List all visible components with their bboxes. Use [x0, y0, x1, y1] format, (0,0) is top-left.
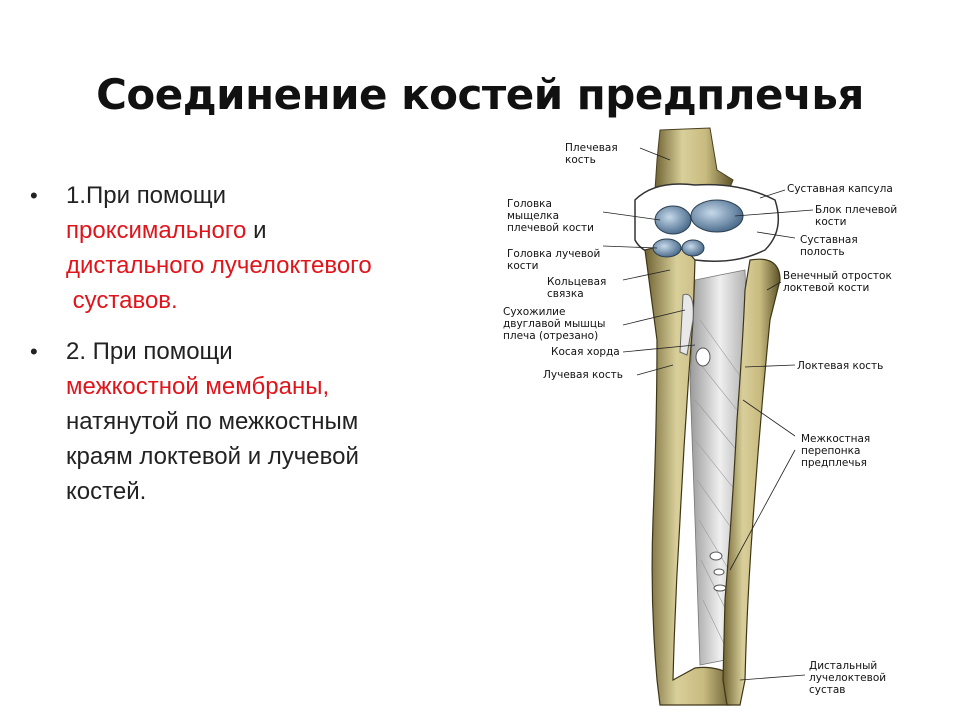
label-text: Венечный отросток [783, 270, 892, 282]
bullet-2-line-5: костей. [66, 478, 147, 505]
label-text: кость [565, 154, 596, 166]
label-text: Сухожилие [503, 306, 566, 318]
label-text: Кольцевая [547, 276, 607, 288]
label-annular-ligament [547, 276, 606, 300]
label-text: Головка [507, 198, 552, 210]
label-text: перепонка [801, 445, 861, 457]
label-interosseous-membrane [801, 433, 870, 469]
label-capitulum [507, 198, 594, 234]
label-text: сустав [809, 684, 846, 696]
bullet-item-2 [30, 334, 470, 509]
bullet-1-and: и [246, 217, 267, 244]
label-joint-capsule [787, 183, 893, 195]
bullet-dot: • [30, 339, 38, 364]
label-text: двуглавой мышцы [503, 318, 606, 330]
capitulum-cartilage [655, 206, 691, 234]
label-text: связка [547, 288, 584, 300]
label-text: Косая хорда [551, 346, 620, 358]
label-text: полость [800, 246, 845, 258]
bullet-1-line-2 [66, 213, 470, 248]
label-text: Плечевая [565, 142, 618, 154]
label-text: Суставная капсула [787, 183, 893, 195]
label-humerus [565, 142, 618, 166]
bullet-1-line-1: 1.При помощи [66, 182, 227, 209]
label-text: предплечья [801, 457, 867, 469]
label-text: кости [815, 216, 847, 228]
label-text: Межкостная [801, 433, 871, 445]
label-text: кости [507, 260, 539, 272]
label-text: Дистальный [809, 660, 878, 672]
slide-title: Соединение костей предплечья [96, 70, 864, 119]
label-text: Суставная [800, 234, 858, 246]
label-joint-cavity [800, 234, 858, 258]
label-text: Лучевая кость [543, 369, 623, 381]
label-oblique-cord [551, 346, 620, 358]
label-text: Головка лучевой [507, 248, 601, 260]
label-distal-radioulnar-joint [809, 660, 886, 696]
label-radial-head [507, 248, 600, 272]
label-radius [543, 369, 623, 381]
bullet-2-line-4: краям локтевой и лучевой [66, 443, 359, 470]
label-coronoid-process [783, 270, 892, 294]
bullet-1-line-3: дистального лучелоктевого [66, 252, 372, 279]
label-trochlea [815, 204, 897, 228]
label-text: Локтевая кость [797, 360, 884, 372]
forearm-anatomy-figure [495, 120, 935, 720]
label-text: лучелоктевой [809, 672, 887, 684]
label-text: плечевой кости [507, 222, 594, 234]
bullet-1-line-4: суставов. [66, 287, 178, 314]
bullet-2-line-2: межкостной мембраны, [66, 373, 330, 400]
bullet-2-line-3: натянутой по межкостным [66, 408, 359, 435]
radial-head-cartilage [653, 239, 681, 257]
label-text: Блок плечевой [815, 204, 898, 216]
bullet-dot: • [30, 183, 38, 208]
membrane-opening [696, 348, 710, 366]
label-text: мыщелка [507, 210, 560, 222]
bullet-list [30, 178, 470, 525]
label-text: плеча (отрезано) [503, 330, 599, 342]
label-ulna [797, 360, 883, 372]
label-biceps-tendon [503, 306, 605, 342]
bullet-item-1 [30, 178, 470, 318]
bullet-2-line-1: 2. При помощи [66, 338, 233, 365]
label-text: локтевой кости [783, 282, 870, 294]
bullet-1-proximal: проксимального [66, 217, 247, 244]
